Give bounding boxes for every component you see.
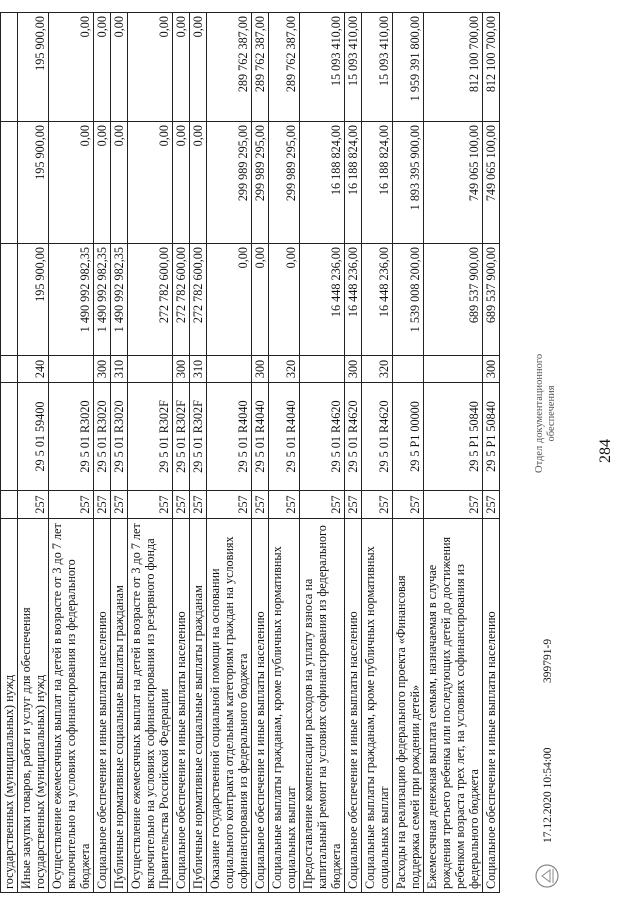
row-vr-cell: 300: [483, 356, 500, 383]
row-vr-cell: 300: [252, 356, 269, 383]
document-footer: [534, 13, 634, 893]
row-vr-cell: [207, 356, 252, 383]
row-csr-cell: 29 5 P1 50840: [424, 383, 483, 491]
row-code-cell: 257: [49, 491, 94, 519]
row-amount-2021-cell: 16 448 236,00: [300, 244, 345, 356]
table-row: [1, 13, 18, 893]
row-csr-cell: 29 5 01 R4620: [300, 383, 345, 491]
row-vr-cell: [1, 356, 18, 383]
row-amount-2021-cell: 1 539 008 200,00: [393, 244, 424, 356]
department-stamp-line-2: обеспечения: [546, 385, 557, 442]
row-name-cell: Ежемесячная денежная выплата семьям, назначаемая в случае рождения третьего ребенка или последующих детей до достижения ребенком возраста трех лет, на условиях софинансирования из федерального бюджета: [424, 519, 483, 893]
row-amount-2022-cell: 0,00: [49, 122, 94, 244]
row-csr-cell: 29 5 01 R4620: [362, 383, 393, 491]
row-amount-2021-cell: 272 782 600,00: [128, 244, 173, 356]
row-vr-cell: 300: [94, 356, 111, 383]
row-name-cell: Публичные нормативные социальные выплаты гражданам: [111, 519, 128, 893]
table-row: [252, 13, 269, 893]
footer-date: 17.12.2020 10:54:00: [542, 747, 554, 843]
department-stamp: [534, 354, 558, 473]
row-amount-2022-cell: 0,00: [173, 122, 190, 244]
row-amount-2022-cell: 0,00: [111, 122, 128, 244]
row-code-cell: 257: [424, 491, 483, 519]
row-vr-cell: 300: [345, 356, 362, 383]
row-vr-cell: 310: [190, 356, 207, 383]
row-amount-2022-cell: [1, 122, 18, 244]
row-csr-cell: 29 5 01 R4040: [252, 383, 269, 491]
row-code-cell: 257: [483, 491, 500, 519]
row-amount-2023-cell: 289 762 387,00: [269, 13, 300, 122]
row-amount-2021-cell: 689 537 900,00: [483, 244, 500, 356]
row-amount-2021-cell: 1 490 992 982,35: [49, 244, 94, 356]
row-csr-cell: 29 5 01 R302F: [173, 383, 190, 491]
row-amount-2023-cell: 15 093 410,00: [362, 13, 393, 122]
row-csr-cell: 29 5 01 R4040: [269, 383, 300, 491]
row-csr-cell: 29 5 01 R4620: [345, 383, 362, 491]
table-row: [362, 13, 393, 893]
table-row: [300, 13, 345, 893]
row-csr-cell: 29 5 01 R3020: [94, 383, 111, 491]
table-row: [18, 13, 49, 893]
table-row: [111, 13, 128, 893]
row-code-cell: 257: [18, 491, 49, 519]
row-amount-2023-cell: 0,00: [173, 13, 190, 122]
page-number: 284: [597, 439, 614, 463]
table-row: [173, 13, 190, 893]
row-vr-cell: [128, 356, 173, 383]
row-code-cell: [1, 491, 18, 519]
row-amount-2021-cell: 272 782 600,00: [190, 244, 207, 356]
row-amount-2022-cell: 299 989 295,00: [269, 122, 300, 244]
row-name-cell: Предоставление компенсации расходов на уплату взноса на капитальный ремонт на условиях софинансирования из федерального бюджета: [300, 519, 345, 893]
row-vr-cell: 320: [269, 356, 300, 383]
row-amount-2022-cell: 749 065 100,00: [424, 122, 483, 244]
row-csr-cell: 29 5 01 R4040: [207, 383, 252, 491]
row-code-cell: 257: [362, 491, 393, 519]
row-amount-2022-cell: 0,00: [190, 122, 207, 244]
row-amount-2022-cell: 749 065 100,00: [483, 122, 500, 244]
row-name-cell: Публичные нормативные социальные выплаты гражданам: [190, 519, 207, 893]
row-amount-2023-cell: 289 762 387,00: [252, 13, 269, 122]
row-amount-2021-cell: [1, 244, 18, 356]
row-amount-2022-cell: 299 989 295,00: [252, 122, 269, 244]
row-amount-2021-cell: 0,00: [252, 244, 269, 356]
table-row: [483, 13, 500, 893]
row-amount-2023-cell: 15 093 410,00: [300, 13, 345, 122]
table-row: [424, 13, 483, 893]
row-amount-2022-cell: 0,00: [128, 122, 173, 244]
row-amount-2021-cell: 0,00: [269, 244, 300, 356]
scan-stamp-icon: [534, 863, 560, 889]
row-amount-2023-cell: 15 093 410,00: [345, 13, 362, 122]
row-amount-2023-cell: 289 762 387,00: [207, 13, 252, 122]
row-amount-2023-cell: 0,00: [49, 13, 94, 122]
row-code-cell: 257: [173, 491, 190, 519]
row-csr-cell: 29 5 01 R302F: [190, 383, 207, 491]
row-name-cell: Социальные выплаты гражданам, кроме публичных нормативных социальных выплат: [362, 519, 393, 893]
budget-table-body: [1, 13, 500, 893]
row-name-cell: Социальное обеспечение и иные выплаты населению: [94, 519, 111, 893]
row-csr-cell: 29 5 01 R3020: [49, 383, 94, 491]
budget-table: [0, 12, 500, 893]
table-row: [128, 13, 173, 893]
row-vr-cell: [393, 356, 424, 383]
row-amount-2022-cell: 299 989 295,00: [207, 122, 252, 244]
department-stamp-line-1: Отдел документационного: [534, 353, 545, 473]
row-csr-cell: [1, 383, 18, 491]
table-row: [49, 13, 94, 893]
row-amount-2021-cell: 16 448 236,00: [362, 244, 393, 356]
row-vr-cell: 300: [173, 356, 190, 383]
row-code-cell: 257: [128, 491, 173, 519]
row-amount-2022-cell: 1 893 395 900,00: [393, 122, 424, 244]
row-amount-2023-cell: 0,00: [94, 13, 111, 122]
row-name-cell: Осуществление ежемесячных выплат на детей в возрасте от 3 до 7 лет включительно на условиях софинансирования из федерального бюджета: [49, 519, 94, 893]
row-vr-cell: [49, 356, 94, 383]
row-amount-2023-cell: 1 959 391 800,00: [393, 13, 424, 122]
row-csr-cell: 29 5 01 R302F: [128, 383, 173, 491]
row-amount-2021-cell: 195 900,00: [18, 244, 49, 356]
row-code-cell: 257: [269, 491, 300, 519]
table-row: [94, 13, 111, 893]
row-csr-cell: 29 5 P1 00000: [393, 383, 424, 491]
row-amount-2021-cell: 16 448 236,00: [345, 244, 362, 356]
row-name-cell: Расходы на реализацию федерального проекта «Финансовая поддержка семей при рождении детей»: [393, 519, 424, 893]
row-vr-cell: 240: [18, 356, 49, 383]
row-name-cell: Социальное обеспечение и иные выплаты населению: [345, 519, 362, 893]
table-row: [269, 13, 300, 893]
row-name-cell: Осуществление ежемесячных выплат на детей в возрасте от 3 до 7 лет включительно на условиях софинансирования из резервного фонда Правительства Российской Федерации: [128, 519, 173, 893]
rotated-document-page: [0, 11, 640, 893]
row-amount-2022-cell: 16 188 824,00: [362, 122, 393, 244]
row-code-cell: 257: [345, 491, 362, 519]
row-code-cell: 257: [190, 491, 207, 519]
row-amount-2023-cell: 0,00: [190, 13, 207, 122]
row-name-cell: государственных (муниципальных) нужд: [1, 519, 18, 893]
row-amount-2021-cell: 0,00: [207, 244, 252, 356]
row-vr-cell: 310: [111, 356, 128, 383]
row-amount-2023-cell: [1, 13, 18, 122]
row-csr-cell: 29 5 01 59400: [18, 383, 49, 491]
row-amount-2023-cell: 195 900,00: [18, 13, 49, 122]
row-name-cell: Социальное обеспечение и иные выплаты населению: [483, 519, 500, 893]
row-amount-2021-cell: 1 490 992 982,35: [94, 244, 111, 356]
row-vr-cell: [424, 356, 483, 383]
table-row: [393, 13, 424, 893]
row-vr-cell: [300, 356, 345, 383]
footer-document-number: 399791-9: [542, 638, 554, 683]
table-row: [207, 13, 252, 893]
row-csr-cell: 29 5 01 R3020: [111, 383, 128, 491]
row-amount-2023-cell: 0,00: [128, 13, 173, 122]
row-amount-2021-cell: 272 782 600,00: [173, 244, 190, 356]
row-name-cell: Иные закупки товаров, работ и услуг для обеспечения государственных (муниципальных) нужд: [18, 519, 49, 893]
row-amount-2023-cell: 812 100 700,00: [424, 13, 483, 122]
row-name-cell: Оказание государственной социальной помощи на основании социального контракта отдельным категориям граждан на условиях софинансирования из федерального бюджета: [207, 519, 252, 893]
row-code-cell: 257: [393, 491, 424, 519]
row-code-cell: 257: [111, 491, 128, 519]
table-row: [345, 13, 362, 893]
row-amount-2021-cell: 1 490 992 982,35: [111, 244, 128, 356]
row-code-cell: 257: [207, 491, 252, 519]
row-name-cell: Социальные выплаты гражданам, кроме публичных нормативных социальных выплат: [269, 519, 300, 893]
row-amount-2022-cell: 16 188 824,00: [300, 122, 345, 244]
row-code-cell: 257: [252, 491, 269, 519]
row-amount-2022-cell: 0,00: [94, 122, 111, 244]
row-name-cell: Социальное обеспечение и иные выплаты населению: [173, 519, 190, 893]
row-code-cell: 257: [300, 491, 345, 519]
row-amount-2022-cell: 16 188 824,00: [345, 122, 362, 244]
row-amount-2023-cell: 812 100 700,00: [483, 13, 500, 122]
row-amount-2022-cell: 195 900,00: [18, 122, 49, 244]
row-vr-cell: 320: [362, 356, 393, 383]
row-csr-cell: 29 5 P1 50840: [483, 383, 500, 491]
row-code-cell: 257: [94, 491, 111, 519]
row-amount-2023-cell: 0,00: [111, 13, 128, 122]
row-name-cell: Социальное обеспечение и иные выплаты населению: [252, 519, 269, 893]
row-amount-2021-cell: 689 537 900,00: [424, 244, 483, 356]
table-row: [190, 13, 207, 893]
